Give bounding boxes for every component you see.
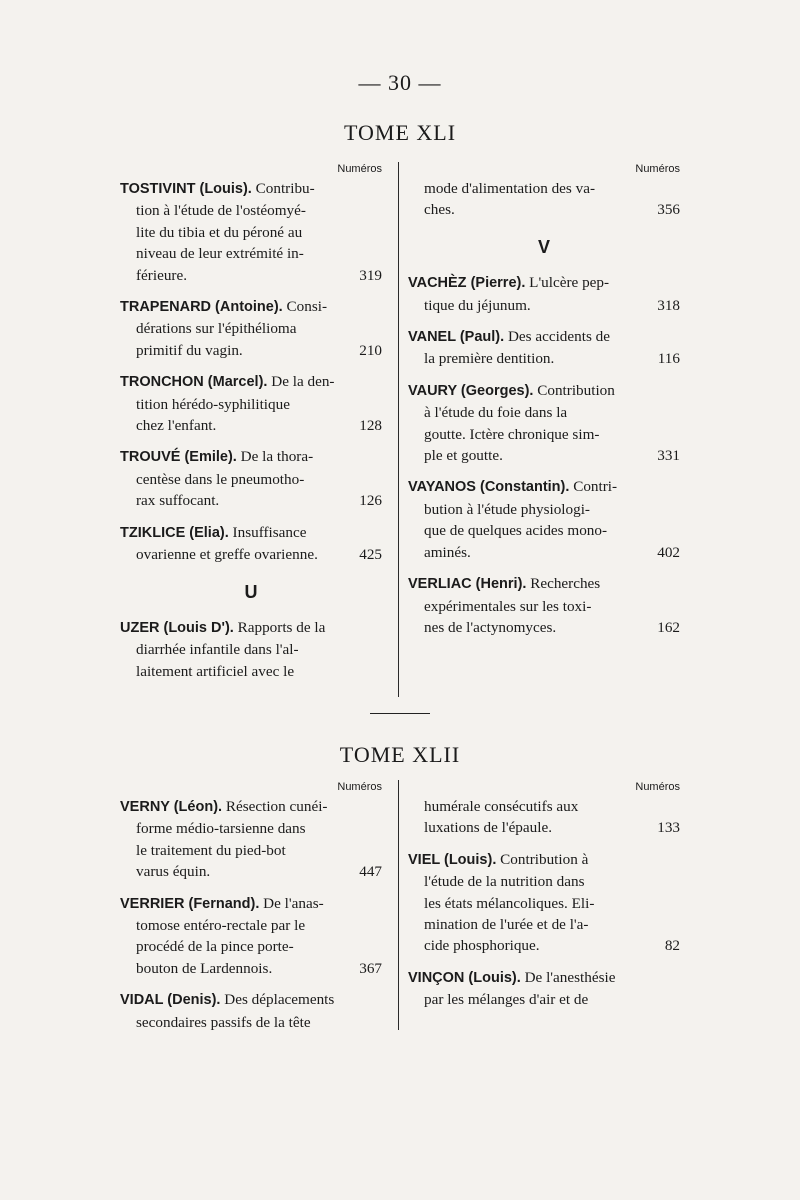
- entry-line: mination de l'urée et de l'a-: [424, 916, 589, 934]
- entry-line: forme médio-tarsienne dans: [136, 820, 306, 838]
- entry-title-start: Insuffisance: [228, 523, 307, 541]
- entry-line: tomose entéro-rectale par le: [136, 917, 306, 935]
- entry-line: le traitement du pied-bot: [136, 841, 286, 859]
- entry-line-end: varus équin.: [136, 863, 211, 881]
- index-entry: [408, 272, 680, 316]
- entry-line: à l'étude du foie dans la: [424, 404, 568, 422]
- entry-line-end: férieure.: [136, 266, 188, 284]
- entry-number: 82: [664, 937, 680, 955]
- entry-first-line: [408, 380, 680, 402]
- entry-last-line: [408, 295, 680, 316]
- entry-line-end: primitif du vagin.: [136, 341, 243, 359]
- entry-line-end: luxations de l'épaule.: [424, 819, 552, 837]
- index-entry: [120, 446, 382, 511]
- entry-number: 162: [657, 618, 680, 636]
- entry-title-start: L'ulcère pep-: [525, 274, 610, 292]
- entry-line-end: aminés.: [424, 543, 471, 561]
- index-entry: [408, 967, 680, 1011]
- author-name: TRONCHON (Marcel).: [120, 374, 268, 391]
- numeros-label: Numéros: [635, 163, 680, 175]
- left-column: [120, 162, 382, 692]
- right-column: [408, 780, 680, 1021]
- entry-number: 126: [359, 492, 382, 510]
- entry-title-start: Recherches: [526, 575, 601, 593]
- author-name: TOSTIVINT (Louis).: [120, 181, 252, 197]
- author-name: TZIKLICE (Elia).: [120, 524, 229, 541]
- entry-last-line: [408, 348, 680, 369]
- entry-number: 356: [657, 201, 680, 219]
- entry-title-start: De la thora-: [236, 448, 314, 466]
- entry-number: 402: [657, 543, 680, 561]
- entry-number: 116: [657, 350, 680, 368]
- entry-first-line: [120, 617, 382, 639]
- entry-title-start: Rapports de la: [233, 618, 326, 636]
- entry-last-line: [408, 542, 680, 563]
- index-entry: [120, 893, 382, 980]
- index-entry: [120, 371, 382, 436]
- entry-line: laitement artificiel avec le: [136, 662, 295, 680]
- entry-first-line: [408, 476, 680, 498]
- entry-last-line: [408, 817, 680, 838]
- entry-line-end: nes de l'actynomyces.: [424, 618, 557, 636]
- entry-first-line: [120, 522, 382, 544]
- entry-line: procédé de la pince porte-: [136, 938, 294, 956]
- entry-title-start: Des accidents de: [504, 328, 610, 346]
- entry-number: 331: [657, 447, 680, 465]
- entry-title-start: Contribu-: [251, 180, 315, 197]
- tome-title-xli: TOME XLI: [343, 120, 457, 145]
- entry-last-line: [120, 544, 382, 565]
- numeros-label: Numéros: [337, 163, 382, 175]
- author-name: VERLIAC (Henri).: [408, 576, 527, 593]
- index-entry: [120, 796, 382, 883]
- entry-line: centèse dans le pneumotho-: [136, 470, 305, 488]
- index-entry: [120, 989, 382, 1033]
- entry-title-start: Contribution: [533, 381, 615, 399]
- entry-number: 447: [359, 863, 382, 881]
- author-name: VERNY (Léon).: [120, 799, 223, 815]
- entry-last-line: [120, 340, 382, 361]
- entry-first-line: [408, 272, 680, 294]
- entry-number: 425: [359, 546, 382, 564]
- entry-last-line: [120, 490, 382, 511]
- entry-title-start: Des déplacements: [220, 991, 335, 1009]
- entry-line-end: la première dentition.: [424, 350, 555, 368]
- page-number: — 30 —: [358, 70, 442, 95]
- index-entry: [408, 849, 680, 957]
- entry-line-end: bouton de Lardennois.: [136, 959, 273, 977]
- entry-line: lite du tibia et du péroné au: [136, 223, 303, 241]
- entry-first-line: [408, 326, 680, 348]
- entry-first-line: [120, 296, 382, 318]
- author-name: UZER (Louis D').: [120, 619, 234, 636]
- entry-last-line: [408, 935, 680, 956]
- author-name: VACHÈZ (Pierre).: [408, 275, 526, 292]
- entry-first-line: [120, 989, 382, 1011]
- entry-first-line: [120, 893, 382, 915]
- entry-last-line: [120, 415, 382, 436]
- entry-number: 367: [359, 959, 382, 977]
- author-name: VINÇON (Louis).: [408, 969, 521, 986]
- entry-last-line: [408, 199, 680, 220]
- entry-line: que de quelques acides mono-: [424, 522, 608, 540]
- index-entry: [408, 476, 680, 563]
- index-entry: [408, 178, 680, 221]
- entry-title-start: De la den-: [267, 373, 335, 391]
- entry-line-end: ple et goutte.: [424, 447, 503, 465]
- entry-line-end: rax suffocant.: [136, 492, 220, 510]
- author-name: VERRIER (Fernand).: [120, 895, 260, 912]
- entry-title-start: Consi-: [282, 298, 328, 316]
- tome-title-xlii: TOME XLII: [339, 742, 461, 767]
- index-entry: [120, 522, 382, 566]
- entry-number: 133: [657, 819, 680, 837]
- author-name: VIDAL (Denis).: [120, 992, 221, 1009]
- index-entry: [408, 326, 680, 370]
- index-entry: [120, 617, 382, 682]
- right-column: [408, 162, 680, 648]
- tome-xlii-section: [120, 780, 680, 1030]
- entry-last-line: [120, 265, 382, 286]
- entry-line: secondaires passifs de la tête: [136, 1013, 311, 1031]
- index-entry: [408, 380, 680, 467]
- numeros-label: Numéros: [337, 781, 382, 793]
- entry-last-line: [120, 958, 382, 979]
- entry-first-line: [120, 446, 382, 468]
- author-name: VIEL (Louis).: [408, 851, 497, 868]
- entry-title-start: Contribution à: [496, 850, 589, 868]
- entry-first-line: [408, 573, 680, 595]
- author-name: VANEL (Paul).: [408, 329, 505, 346]
- entry-title-start: Résection cunéi-: [222, 798, 328, 815]
- entry-line-end: cide phosphorique.: [424, 937, 540, 955]
- numeros-label: Numéros: [635, 781, 680, 793]
- entry-number: 128: [359, 417, 382, 435]
- entry-line: expérimentales sur les toxi-: [424, 597, 592, 615]
- entry-line: goutte. Ictère chronique sim-: [424, 425, 600, 443]
- column-divider: [398, 780, 399, 1030]
- left-column: [120, 780, 382, 1043]
- entry-line: tion à l'étude de l'ostéomyé-: [136, 202, 306, 220]
- entry-first-line: [120, 178, 382, 200]
- entry-line: mode d'alimentation des va-: [424, 180, 596, 197]
- entry-line: les états mélancoliques. Eli-: [424, 894, 595, 912]
- author-name: TRAPENARD (Antoine).: [120, 299, 283, 316]
- entry-last-line: [408, 445, 680, 466]
- entry-last-line: [408, 989, 680, 1010]
- entry-line: dérations sur l'épithélioma: [136, 320, 297, 338]
- entry-line: niveau de leur extrémité in-: [136, 245, 304, 263]
- author-name: VAURY (Georges).: [408, 382, 534, 399]
- entry-title-start: De l'anesthésie: [520, 968, 616, 986]
- entry-last-line: [408, 617, 680, 638]
- entry-first-line: [120, 796, 382, 818]
- tome-xli-section: [120, 162, 680, 697]
- entry-last-line: [120, 861, 382, 882]
- entry-line-end: par les mélanges d'air et de: [424, 991, 589, 1009]
- column-divider: [398, 162, 399, 697]
- index-entry: [120, 296, 382, 361]
- entry-number: 210: [359, 341, 382, 359]
- author-name: TROUVÉ (Emile).: [120, 449, 237, 466]
- entry-first-line: [408, 849, 680, 871]
- entry-line: tition hérédo-syphilitique: [136, 395, 290, 413]
- index-entry: [408, 796, 680, 839]
- entry-line: diarrhée infantile dans l'al-: [136, 641, 299, 659]
- entry-number: 319: [359, 266, 382, 284]
- section-separator: [370, 713, 430, 714]
- entry-line-end: ovarienne et greffe ovarienne.: [136, 546, 318, 564]
- entry-number: 318: [657, 296, 680, 314]
- entry-title-start: De l'anas-: [259, 894, 324, 912]
- entry-line-end: chez l'enfant.: [136, 417, 217, 435]
- letter-heading: V: [537, 236, 550, 257]
- index-entry: [120, 178, 382, 286]
- entry-line: l'étude de la nutrition dans: [424, 873, 585, 891]
- entry-first-line: [120, 371, 382, 393]
- entry-first-line: [408, 967, 680, 989]
- letter-heading: U: [244, 581, 258, 602]
- entry-title-start: Contri-: [569, 478, 618, 496]
- author-name: VAYANOS (Constantin).: [408, 479, 570, 496]
- entry-line: bution à l'étude physiologi-: [424, 500, 590, 518]
- entry-line-end: ches.: [424, 201, 455, 219]
- entry-line: humérale consécutifs aux: [424, 798, 579, 815]
- entry-line-end: tique du jéjunum.: [424, 296, 531, 314]
- index-entry: [408, 573, 680, 638]
